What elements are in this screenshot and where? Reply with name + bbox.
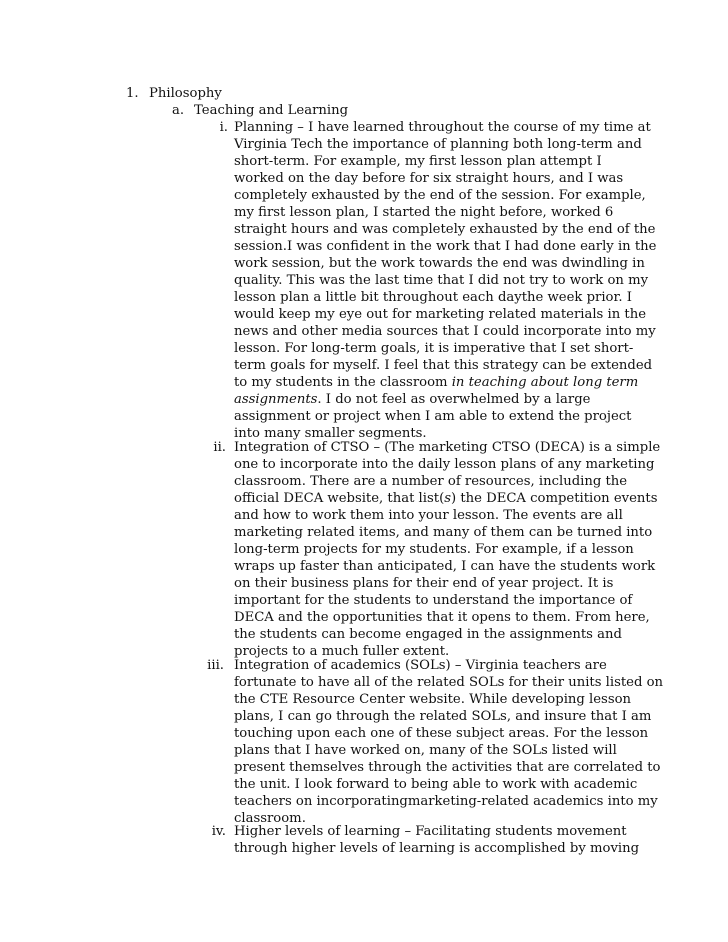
paragraph-text: official DECA website, that list(: [234, 491, 445, 506]
outline-marker-iv: iv.: [211, 824, 226, 839]
paragraph-line: through higher levels of learning is accomplished by moving: [234, 841, 640, 856]
paragraph-line: [234, 392, 590, 409]
paragraph-line: plans, I can go through the related SOLs, and insure that I am: [234, 709, 652, 724]
outline-marker-a: a.: [172, 103, 185, 118]
paragraph-line: work session, but the work towards the end was dwindling in: [234, 256, 645, 271]
paragraph-line: my first lesson plan, I started the night before, worked 6: [234, 205, 614, 220]
paragraph-line: would keep my eye out for marketing related materials in the: [234, 307, 647, 322]
section-heading-philosophy: Philosophy: [149, 86, 222, 101]
paragraph-line: classroom. There are a number of resources, including the: [234, 474, 628, 489]
paragraph-line: the unit. I look forward to being able to work with academic: [234, 777, 638, 792]
paragraph-line: teachers on incorporatingmarketing-related academics into my: [234, 794, 658, 809]
paragraph-line: classroom.: [234, 811, 306, 826]
outline-marker-iii: iii.: [207, 658, 224, 673]
paragraph-text: . I do not feel as overwhelmed by a large: [317, 392, 591, 407]
paragraph-line: present themselves through the activities that are correlated to: [234, 760, 661, 775]
paragraph-line: Planning – I have learned throughout the course of my time at: [234, 120, 651, 135]
paragraph-line: the CTE Resource Center website. While developing lesson: [234, 692, 632, 707]
paragraph-text: to my students in the classroom: [234, 375, 452, 390]
paragraph-line: term goals for myself. I feel that this strategy can be extended: [234, 358, 653, 373]
paragraph-line: projects to a much fuller extent.: [234, 644, 450, 659]
paragraph-line: news and other media sources that I could incorporate into my: [234, 324, 656, 339]
subsection-heading-teaching: Teaching and Learning: [194, 103, 349, 118]
paragraph-line: DECA and the opportunities that it opens to them. From here,: [234, 610, 650, 625]
paragraph-line: and how to work them into your lesson. The events are all: [234, 508, 623, 523]
outline-marker-i: i.: [219, 120, 228, 135]
italic-phrase: s: [444, 491, 451, 506]
paragraph-line: completely exhausted by the end of the session. For example,: [234, 188, 646, 203]
paragraph-line: Integration of academics (SOLs) – Virginia teachers are: [234, 658, 607, 673]
paragraph-line: worked on the day before for six straight hours, and I was: [234, 171, 624, 186]
paragraph-line: [234, 491, 658, 508]
paragraph-line: lesson plan a little bit throughout each daythe week prior. I: [234, 290, 632, 305]
paragraph-line: marketing related items, and many of them can be turned into: [234, 525, 653, 540]
paragraph-line: lesson. For long-term goals, it is imperative that I set short-: [234, 341, 634, 356]
paragraph-line: one to incorporate into the daily lesson plans of any marketing: [234, 457, 655, 472]
paragraph-line: Virginia Tech the importance of planning both long-term and: [234, 137, 642, 152]
italic-phrase: assignments: [234, 392, 318, 407]
paragraph-text: ) the DECA competition events: [451, 491, 658, 506]
paragraph-line: short-term. For example, my first lesson plan attempt I: [234, 154, 602, 169]
paragraph-line: assignment or project when I am able to extend the project: [234, 409, 632, 424]
paragraph-line: plans that I have worked on, many of the SOLs listed will: [234, 743, 617, 758]
paragraph-line: the students can become engaged in the assignments and: [234, 627, 622, 642]
paragraph-line: session.I was confident in the work that I had done early in the: [234, 239, 657, 254]
paragraph-line: on their business plans for their end of year project. It is: [234, 576, 614, 591]
paragraph-line: quality. This was the last time that I did not try to work on my: [234, 273, 649, 288]
paragraph-line: wraps up faster than anticipated, I can have the students work: [234, 559, 656, 574]
paragraph-line: Integration of CTSO – (The marketing CTSO (DECA) is a simple: [234, 440, 661, 455]
outline-marker-1: 1.: [126, 86, 139, 101]
paragraph-line: fortunate to have all of the related SOLs for their units listed on: [234, 675, 664, 690]
paragraph-line: Higher levels of learning – Facilitating students movement: [234, 824, 627, 839]
paragraph-line: [234, 375, 638, 392]
paragraph-line: straight hours and was completely exhausted by the end of the: [234, 222, 656, 237]
paragraph-line: long-term projects for my students. For example, if a lesson: [234, 542, 634, 557]
outline-marker-ii: ii.: [213, 440, 226, 455]
paragraph-line: important for the students to understand the importance of: [234, 593, 633, 608]
paragraph-line: into many smaller segments.: [234, 426, 427, 441]
paragraph-line: touching upon each one of these subject areas. For the lesson: [234, 726, 649, 741]
italic-phrase: in teaching about long term: [451, 375, 639, 390]
